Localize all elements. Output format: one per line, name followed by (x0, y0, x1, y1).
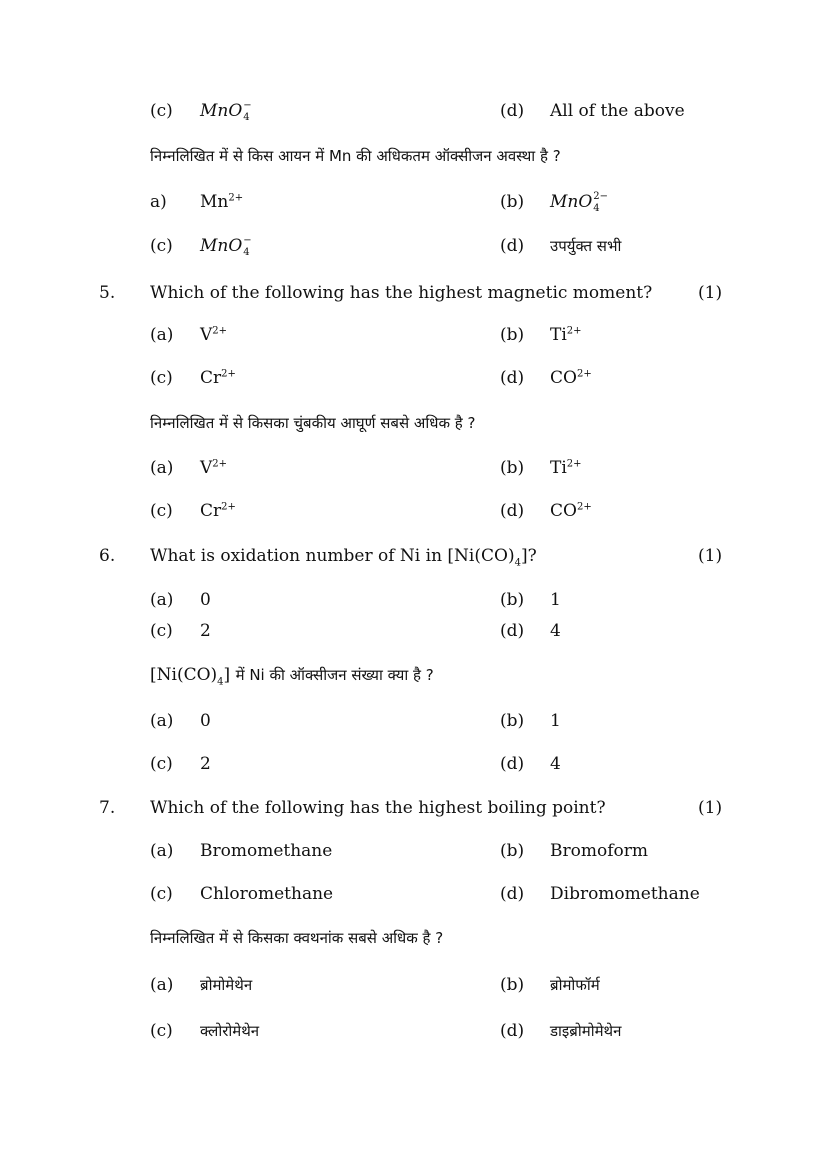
question-marks: (1) (698, 546, 723, 566)
q4-hindi-question (0, 143, 827, 169)
option-label: (c) (150, 1021, 173, 1041)
q7-hindi-option-row-ab (0, 972, 827, 998)
question-number: 6. (99, 546, 116, 566)
option-label: (a) (150, 325, 174, 345)
option-value: Bromoform (550, 841, 648, 861)
option-label: (b) (500, 458, 525, 478)
formula-sup: − (243, 234, 252, 246)
q7-question-row (0, 795, 827, 821)
q7-hindi-question (0, 925, 827, 951)
formula-base: V (200, 325, 213, 345)
question-text-hindi: निम्नलिखित में से किसका चुंबकीय आघूर्ण सबसे अधिक है ? (150, 414, 476, 432)
option-value: ब्रोमोफॉर्म (550, 976, 600, 994)
question-marks: (1) (698, 798, 723, 818)
option-value (200, 455, 227, 481)
option-value: All of the above (550, 101, 685, 121)
option-label: (c) (150, 884, 173, 904)
option-value (200, 233, 253, 259)
formula-base: CO (550, 501, 577, 521)
formula-sub: 4 (593, 202, 600, 214)
option-value: 2 (200, 754, 211, 774)
option-label: (c) (150, 754, 173, 774)
option-label: (b) (500, 192, 525, 212)
q5-option-row-ab (0, 322, 827, 348)
q6-hindi-option-row-ab (0, 708, 827, 734)
formula-base: Ti (550, 325, 567, 345)
option-label: (b) (500, 841, 525, 861)
option-label: (d) (500, 754, 525, 774)
option-value: 0 (200, 590, 211, 610)
option-value: 4 (550, 621, 561, 641)
formula-base: CO (550, 368, 577, 388)
formula-sup: 2+ (221, 368, 236, 380)
option-label: (d) (500, 884, 525, 904)
question-text-hindi (150, 662, 434, 688)
option-value: Chloromethane (200, 884, 334, 904)
q7-option-row-ab (0, 838, 827, 864)
question-text-part: ] (223, 665, 231, 685)
option-label: (b) (500, 325, 525, 345)
formula-sub: 4 (217, 676, 224, 688)
option-value (550, 322, 582, 348)
option-label: (d) (500, 236, 525, 256)
formula-base: V (200, 458, 213, 478)
option-value: उपर्युक्त सभी (550, 237, 622, 255)
q7-option-row-cd (0, 881, 827, 907)
option-label: (a) (150, 458, 174, 478)
formula-sup: 2+ (212, 458, 228, 470)
option-label: (d) (500, 501, 525, 521)
option-label: (b) (500, 590, 525, 610)
formula-base: MnO (200, 101, 243, 121)
formula-base: MnO (550, 192, 593, 212)
q4-option-row-cd (0, 98, 827, 124)
option-value: 0 (200, 711, 211, 731)
question-text: Which of the following has the highest magnetic moment? (150, 283, 653, 303)
q5-option-row-cd (0, 365, 827, 391)
q6-hindi-question (0, 662, 827, 688)
option-value (200, 189, 243, 215)
q5-hindi-option-row-cd (0, 498, 827, 524)
option-label: (c) (150, 236, 173, 256)
option-value (550, 189, 615, 215)
option-label: (b) (500, 975, 525, 995)
option-value: 1 (550, 590, 561, 610)
q6-option-row-ab (0, 587, 827, 613)
formula-sup: 2+ (566, 325, 582, 337)
option-label: (a) (150, 590, 174, 610)
question-text: Which of the following has the highest boiling point? (150, 798, 606, 818)
option-label: (c) (150, 368, 173, 388)
question-text-part: में Ni की ऑक्सीजन संख्या क्या है ? (235, 666, 434, 684)
option-label: (d) (500, 101, 525, 121)
option-label: (c) (150, 501, 173, 521)
option-value: Dibromomethane (550, 884, 700, 904)
formula-base: Cr (200, 501, 222, 521)
formula-sub: 4 (243, 111, 250, 123)
q5-question-row (0, 280, 827, 306)
question-text-hindi: निम्नलिखित में से किस आयन में Mn की अधिकतम ऑक्सीजन अवस्था है ? (150, 147, 561, 165)
option-label: (a) (150, 841, 174, 861)
formula-sup: 2+ (228, 192, 244, 204)
option-label: (d) (500, 368, 525, 388)
option-label: (b) (500, 711, 525, 731)
formula-sup: 2+ (221, 501, 236, 513)
option-label: (c) (150, 101, 173, 121)
question-text-part: ]? (520, 546, 537, 566)
formula-sup: 2+ (576, 368, 592, 380)
question-text-hindi: निम्नलिखित में से किसका क्वथनांक सबसे अधिक है ? (150, 929, 444, 947)
option-value (200, 322, 227, 348)
question-text (150, 543, 537, 569)
option-label: (d) (500, 621, 525, 641)
option-value (550, 365, 592, 391)
question-text-part: What is oxidation number of Ni in [Ni(CO) (150, 546, 515, 566)
q4-hindi-option-row-cd (0, 233, 827, 259)
formula-base: MnO (200, 236, 243, 256)
option-label: (a) (150, 975, 174, 995)
option-value (550, 455, 582, 481)
q7-hindi-option-row-cd (0, 1018, 827, 1044)
option-value (200, 498, 236, 524)
formula-sup: 2+ (576, 501, 592, 513)
formula-sup: − (243, 99, 252, 111)
option-value: Bromomethane (200, 841, 333, 861)
option-label: (d) (500, 1021, 525, 1041)
formula-sub: 4 (514, 557, 521, 569)
option-value: ब्रोमोमेथेन (200, 976, 253, 994)
option-value: 4 (550, 754, 561, 774)
option-label: (c) (150, 621, 173, 641)
option-value (550, 498, 592, 524)
question-number: 7. (99, 798, 116, 818)
option-value: डाइब्रोमोमेथेन (550, 1022, 622, 1040)
q6-question-row (0, 543, 827, 569)
formula-sup: 2− (593, 190, 609, 202)
formula-sup: 2+ (566, 458, 582, 470)
question-marks: (1) (698, 283, 723, 303)
q6-option-row-cd (0, 618, 827, 644)
formula-base: Ti (550, 458, 567, 478)
option-label: (a) (150, 711, 174, 731)
q5-hindi-question (0, 410, 827, 436)
question-number: 5. (99, 283, 116, 303)
option-value (200, 98, 253, 124)
question-text-part: [Ni(CO) (150, 665, 218, 685)
formula-sup: 2+ (212, 325, 228, 337)
option-value: 1 (550, 711, 561, 731)
option-value: 2 (200, 621, 211, 641)
q5-hindi-option-row-ab (0, 455, 827, 481)
formula-base: Mn (200, 192, 229, 212)
formula-base: Cr (200, 368, 222, 388)
formula-sub: 4 (243, 246, 250, 258)
option-value: क्लोरोमेथेन (200, 1022, 260, 1040)
q4-hindi-option-row-ab (0, 189, 827, 215)
q6-hindi-option-row-cd (0, 751, 827, 777)
option-value (200, 365, 236, 391)
option-label: a) (150, 192, 167, 212)
